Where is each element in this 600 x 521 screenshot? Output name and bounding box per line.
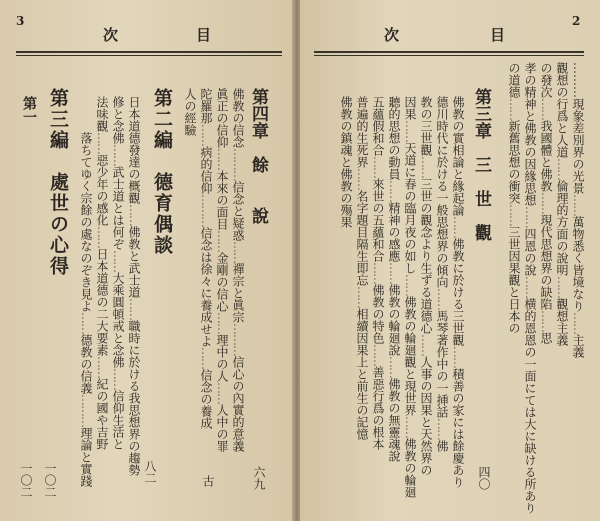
header-rule xyxy=(16,51,282,53)
toc-part-heading: 第二編 德育偶談 xyxy=(151,88,173,256)
header-rule-thin xyxy=(314,55,584,56)
toc-entry-line: 佛教の信念………信念と疑惑……禪宗と眞宗………信心の內實的意義 xyxy=(231,88,245,452)
toc-entry-line: 五蘊假和合……來世の五蘊和合……佛教の特色……善惡行爲の根本 xyxy=(371,96,385,450)
header-rule-thin xyxy=(16,55,282,56)
toc-chapter-heading: 第四章 餘 說 xyxy=(248,88,268,224)
toc-entry-line: 德川時代に於ける一般思想界の傾向……馬琴著作中の一挿話……佛 xyxy=(435,96,449,452)
toc-page-ref: 六九 xyxy=(252,466,266,490)
toc-entry-line: 落ちてゆく宗餘の處なのぞき見よ……德教の信義………理論と實踐 xyxy=(79,96,93,487)
toc-entry-line: 陀羅那……病的信仰………信念は徐々に養成せよ……信念の養成 xyxy=(199,88,213,429)
toc-entry-line: 修と念佛……武士道とは何ぞ……大乘圓頓戒と念佛……信仰生活と xyxy=(111,96,125,450)
header-char-left: 次 xyxy=(103,26,119,44)
toc-page-ref: 一〇二 xyxy=(19,462,33,498)
toc-chapter-heading: 第三章 三 世 觀 xyxy=(471,88,491,241)
toc-entry-line: 佛教の鎮魂と佛教の殤果 xyxy=(339,96,353,228)
header-char-left: 次 xyxy=(384,26,400,44)
toc-entry-line: 教の三世觀……三世の觀念より生ずる道德心……人事の因果と天然界の xyxy=(419,96,433,476)
toc-entry-line: 法味觀……惡少年の感化……日本道德の二大要素……紀の國や吉野 xyxy=(95,96,109,450)
left-page xyxy=(0,0,294,521)
header-char-right: 目 xyxy=(196,26,212,44)
toc-entry-line: 聽的思想の動員……精神の感應……佛教の輪廻說……佛教の無靈魂說 xyxy=(387,96,401,462)
toc-entry-line: 普遍的生死界……名字題目隔生即忘……相續因果上と前生の記憶 xyxy=(355,96,369,440)
page-number: 2 xyxy=(572,14,581,28)
toc-entry-line: ………現象差別界の光景……萬物悉く皆境なり……主義 xyxy=(571,62,585,358)
toc-page-ref: 古 xyxy=(201,475,215,487)
toc-entry-line: 因果……天道に春の臨月夜の如し……佛教の輪廻觀と現世界……佛教の輪廻 xyxy=(403,96,417,498)
toc-entry-line: 人の經驗 xyxy=(183,88,197,136)
header-char-right: 目 xyxy=(490,26,506,44)
toc-page-ref: 四〇 xyxy=(477,466,491,490)
toc-entry-line: 佛教の實相論と緣起論……佛教に於ける三世觀……積善の家には餘慶あり xyxy=(451,96,465,488)
toc-part-heading: 第三編 處世の心得 xyxy=(47,88,69,277)
toc-entry-line: 眞正の信仰……本來の面目……金剛の信心……理中の人……人中の罪 xyxy=(215,88,229,452)
toc-page-ref: 八二 xyxy=(143,460,157,484)
header-rule xyxy=(314,51,584,53)
toc-section-heading: 第一 xyxy=(21,96,37,124)
toc-entry-line: 日本道德發達の概觀……佛教と武士道……職時に於ける我思想界の趨勢 xyxy=(127,96,141,476)
right-page xyxy=(300,0,600,521)
toc-entry-line: の發次……我國體と佛教……現代思想界の缺陷……思 xyxy=(539,62,553,344)
toc-page-ref: 一〇二 xyxy=(43,462,57,498)
toc-entry-line: 觀想の行爲と人道……倫理的方面の說明……觀想主義 xyxy=(555,62,569,346)
toc-entry-line: の道德……新舊思想の衝突……三世因果觀と日本の xyxy=(507,62,521,334)
page-number: 3 xyxy=(16,14,25,28)
toc-entry-line: 孝の精神と佛教の因緣思想……四恩の說……横的恩恩の一面にては大に缺ける所あり xyxy=(523,62,537,514)
